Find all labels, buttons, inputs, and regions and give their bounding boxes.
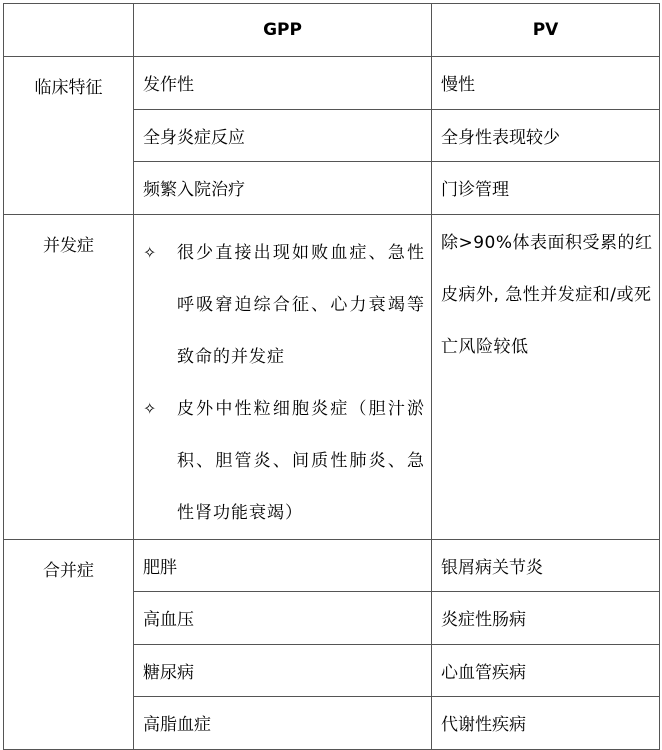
header-pv-cell: PV xyxy=(432,4,660,57)
table-row xyxy=(4,539,660,592)
gpp-complication-cell xyxy=(134,214,432,539)
bullet-text: 很少直接出现如败血症、急性呼吸窘迫综合征、心力衰竭等致命的并发症 xyxy=(177,242,425,367)
gpp-cell: 频繁入院治疗 xyxy=(134,162,432,215)
category-complication-cell: 并发症 xyxy=(4,214,134,539)
pv-cell: 慢性 xyxy=(432,57,660,110)
pv-cell: 门诊管理 xyxy=(432,162,660,215)
sparkle-bullet-icon: ✧ xyxy=(143,242,157,262)
bullet-list xyxy=(134,215,431,539)
pv-cell: 代谢性疾病 xyxy=(432,697,660,750)
pv-cell: 炎症性肠病 xyxy=(432,592,660,645)
table-row xyxy=(4,214,660,539)
pv-cell: 银屑病关节炎 xyxy=(432,539,660,592)
gpp-cell: 糖尿病 xyxy=(134,644,432,697)
gpp-cell: 发作性 xyxy=(134,57,432,110)
header-gpp-cell: GPP xyxy=(134,4,432,57)
list-item xyxy=(143,383,431,539)
header-category-cell xyxy=(4,4,134,57)
gpp-cell: 高脂血症 xyxy=(134,697,432,750)
gpp-cell: 高血压 xyxy=(134,592,432,645)
category-comorbidity-cell: 合并症 xyxy=(4,539,134,749)
gpp-cell: 肥胖 xyxy=(134,539,432,592)
pv-complication-text: 除>90%体表面积受累的红皮病外, 急性并发症和/或死亡风险较低 xyxy=(441,232,653,357)
pv-complication-cell xyxy=(432,214,660,539)
bullet-text: 皮外中性粒细胞炎症（胆汁淤积、胆管炎、间质性肺炎、急性肾功能衰竭） xyxy=(177,398,425,523)
comparison-table xyxy=(3,3,660,750)
pv-cell: 全身性表现较少 xyxy=(432,109,660,162)
category-clinical-cell: 临床特征 xyxy=(4,57,134,215)
list-item xyxy=(143,227,431,383)
gpp-cell: 全身炎症反应 xyxy=(134,109,432,162)
header-row xyxy=(4,4,660,57)
table-row xyxy=(4,57,660,110)
sparkle-bullet-icon: ✧ xyxy=(143,398,157,418)
pv-cell: 心血管疾病 xyxy=(432,644,660,697)
